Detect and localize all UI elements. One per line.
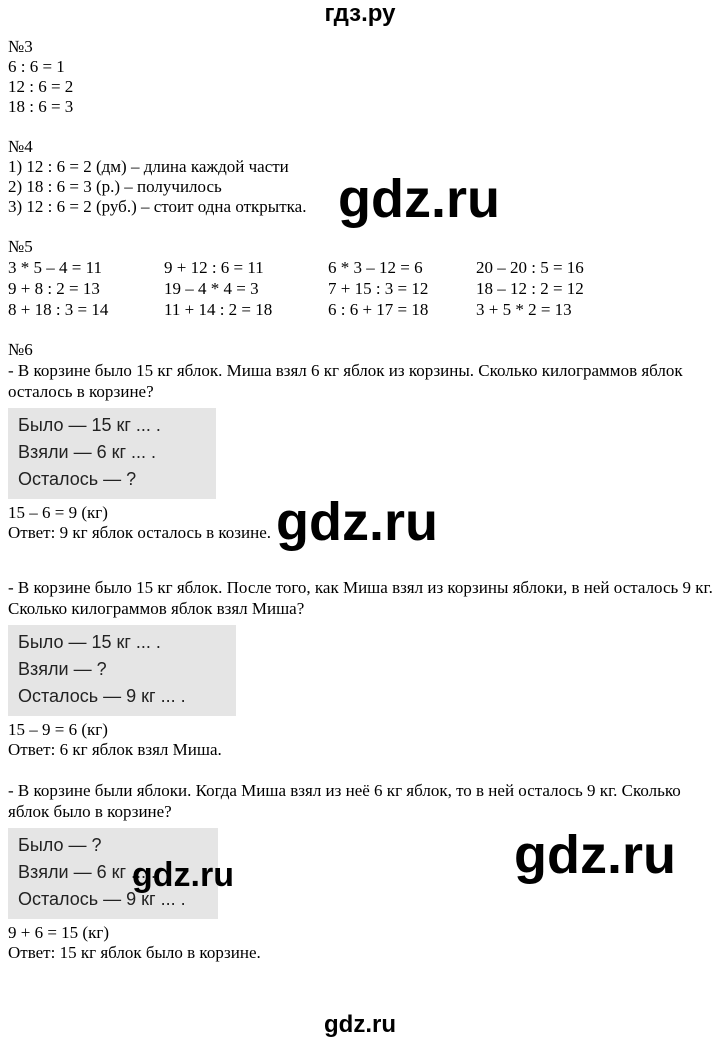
task-5-row: [8, 299, 713, 320]
site-header: гдз.ру: [324, 0, 396, 27]
problem-text: - В корзине было 15 кг яблок. После того, как Миша взял из корзины яблоки, в ней осталось 9 кг. Сколько килограммов яблок взял Миша?: [8, 578, 713, 618]
scan-row: Осталось — 9 кг ... .: [18, 889, 186, 909]
task-3-line: 6 : 6 = 1: [8, 57, 65, 76]
task-4-title: №4: [8, 137, 33, 156]
answer-line: Ответ: 6 кг яблок взял Миша.: [8, 740, 222, 759]
task-3-title: №3: [8, 37, 33, 56]
equation: 7 + 15 : 3 = 12: [328, 279, 429, 298]
task-3-line: 18 : 6 = 3: [8, 97, 74, 116]
equation: 8 + 18 : 3 = 14: [8, 300, 109, 319]
equation: 3 * 5 – 4 = 11: [8, 258, 102, 277]
watermark-logo: gdz.ru: [132, 856, 234, 894]
scan-row: Взяли — 6 кг ... .: [18, 862, 157, 882]
solution-line: 15 – 6 = 9 (кг): [8, 503, 108, 522]
scan-row: Осталось — 9 кг ... .: [18, 686, 186, 706]
equation: 20 – 20 : 5 = 16: [476, 258, 584, 277]
task-5-title: №5: [8, 237, 33, 256]
answer-line: Ответ: 9 кг яблок осталось в козине.: [8, 523, 271, 542]
scanned-short-record: [8, 625, 236, 716]
scan-row: Было — 15 кг ... .: [18, 632, 161, 652]
site-footer: gdz.ru: [324, 1011, 396, 1038]
solution-line: 15 – 9 = 6 (кг): [8, 720, 108, 739]
equation: 19 – 4 * 4 = 3: [164, 279, 259, 298]
answer-line: Ответ: 15 кг яблок было в корзине.: [8, 943, 261, 962]
task-4-line: 1) 12 : 6 = 2 (дм) – длина каждой части: [8, 157, 289, 176]
problem-text: - В корзине были яблоки. Когда Миша взял из неё 6 кг яблок, то в ней осталось 9 кг. Сколько яблок было в корзине?: [8, 781, 681, 821]
scanned-short-record: [8, 408, 216, 499]
equation: 11 + 14 : 2 = 18: [164, 300, 273, 319]
equation: 9 + 8 : 2 = 13: [8, 279, 100, 298]
watermark-logo: gdz.ru: [338, 169, 500, 229]
task-3-line: 12 : 6 = 2: [8, 77, 74, 96]
equation: 9 + 12 : 6 = 11: [164, 258, 264, 277]
scan-row: Осталось — ?: [18, 469, 137, 489]
equation: 6 : 6 + 17 = 18: [328, 300, 429, 319]
task-6-title: №6: [8, 340, 33, 359]
solution-line: 9 + 6 = 15 (кг): [8, 923, 109, 942]
task-5-row: [8, 257, 713, 278]
scan-row: Было — 15 кг ... .: [18, 415, 161, 435]
equation: 6 * 3 – 12 = 6: [328, 258, 423, 277]
equation: 18 – 12 : 2 = 12: [476, 279, 584, 298]
scan-row: Взяли — 6 кг ... .: [18, 442, 157, 462]
problem-text: - В корзине было 15 кг яблок. Миша взял 6 кг яблок из корзины. Сколько килограммов яблок осталось в корзине?: [8, 361, 683, 401]
watermark-logo: gdz.ru: [514, 825, 676, 885]
task-4-line: 3) 12 : 6 = 2 (руб.) – стоит одна открытка.: [8, 197, 307, 216]
watermark-logo: gdz.ru: [276, 492, 438, 552]
equation: 3 + 5 * 2 = 13: [476, 300, 572, 319]
scan-row: Взяли — ?: [18, 659, 107, 679]
scan-row: Было — ?: [18, 835, 102, 855]
task-5-row: [8, 278, 713, 299]
task-4-line: 2) 18 : 6 = 3 (р.) – получилось: [8, 177, 222, 196]
